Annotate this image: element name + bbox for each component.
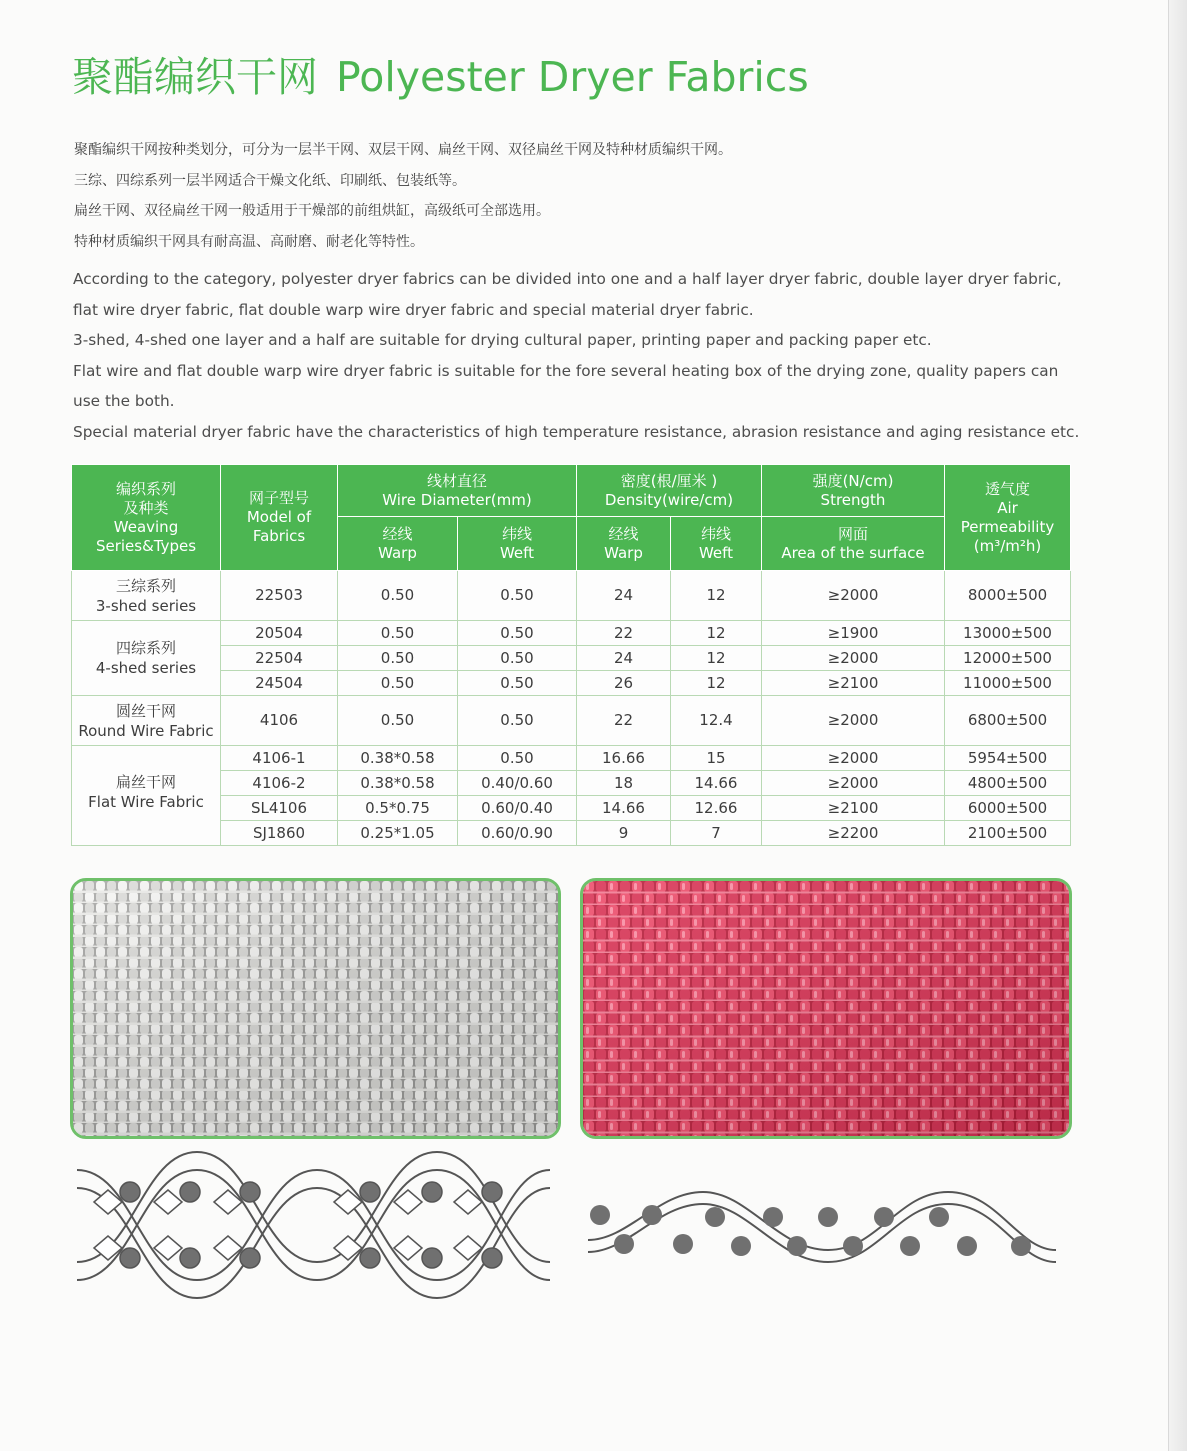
warp-density-cell: 18	[577, 771, 671, 796]
header-density-cn: 密度(根/厘米 )	[620, 471, 718, 490]
air-permeability-cell: 5954±500	[945, 746, 1071, 771]
strength-cell: ≥2200	[762, 821, 945, 846]
warp-diameter-cell: 0.50	[338, 621, 458, 646]
warp-diameter-cell: 0.38*0.58	[338, 771, 458, 796]
weft-density-cell: 14.66	[671, 771, 762, 796]
model-cell: SJ1860	[221, 821, 338, 846]
model-cell: 22503	[221, 571, 338, 621]
intro-english	[73, 264, 1083, 447]
warp-diameter-cell: 0.25*1.05	[338, 821, 458, 846]
strength-cell: ≥2100	[762, 671, 945, 696]
warp-diameter-cell: 0.50	[338, 571, 458, 621]
model-cell: 4106-1	[221, 746, 338, 771]
header-warp-cn: 经线	[608, 524, 639, 543]
strength-cell: ≥2000	[762, 771, 945, 796]
header-density	[577, 465, 762, 517]
strength-cell: ≥1900	[762, 621, 945, 646]
intro-en-line: According to the category, polyester dryer fabrics can be divided into one and a half layer dryer fabric, double layer dryer fabric, flat wire dryer fabric, flat double warp wire dryer fabric and special material dryer fabric.	[73, 270, 1062, 319]
air-permeability-cell: 2100±500	[945, 821, 1071, 846]
red-fabric-photo	[580, 878, 1072, 1139]
series-name-en: Flat Wire Fabric	[88, 793, 204, 811]
header-weft-en: Weft	[499, 543, 535, 562]
weft-density-cell: 12.66	[671, 796, 762, 821]
air-permeability-cell: 6800±500	[945, 696, 1071, 746]
warp-diameter-cell: 0.50	[338, 671, 458, 696]
series-cell	[72, 571, 221, 621]
series-name-en: 4-shed series	[95, 659, 197, 677]
header-wire-warp	[338, 517, 458, 571]
weft-diameter-cell: 0.60/0.90	[458, 821, 577, 846]
strength-cell: ≥2000	[762, 571, 945, 621]
header-density-warp	[577, 517, 671, 571]
warp-diameter-cell: 0.5*0.75	[338, 796, 458, 821]
white-fabric-photo	[70, 878, 561, 1139]
header-strength	[762, 465, 945, 517]
header-wire-diameter	[338, 465, 577, 517]
header-weft-cn: 纬线	[700, 524, 731, 543]
red-fabric-image	[583, 881, 1069, 1136]
header-strength-cn: 强度(N/cm)	[812, 471, 894, 490]
air-permeability-cell: 4800±500	[945, 771, 1071, 796]
series-name-cn: 圆丝干网	[115, 701, 176, 720]
intro-cn-line: 聚酯编织干网按种类划分，可分为一层半干网、双层干网、扁丝干网、双径扁丝干网及特种材质编织干网。	[74, 142, 732, 158]
weft-diameter-cell: 0.50	[458, 571, 577, 621]
air-permeability-cell: 12000±500	[945, 646, 1071, 671]
air-permeability-cell: 13000±500	[945, 621, 1071, 646]
warp-diameter-cell: 0.38*0.58	[338, 746, 458, 771]
warp-diameter-cell: 0.50	[338, 696, 458, 746]
weft-density-cell: 12	[671, 646, 762, 671]
warp-diameter-cell: 0.50	[338, 646, 458, 671]
intro-cn-line: 扁丝干网、双径扁丝干网一般适用于干燥部的前组烘缸，高级纸可全部选用。	[74, 203, 550, 219]
header-series-en: Weaving Series&Types	[95, 517, 197, 555]
weft-diameter-cell: 0.40/0.60	[458, 771, 577, 796]
header-wire-cn: 线材直径	[426, 471, 487, 490]
header-warp-cn: 经线	[382, 524, 413, 543]
header-surface-en: Area of the surface	[781, 543, 925, 562]
title-en: Polyester Dryer Fabrics	[336, 53, 809, 101]
warp-density-cell: 9	[577, 821, 671, 846]
header-surface-cn: 网面	[837, 524, 868, 543]
warp-density-cell: 22	[577, 621, 671, 646]
header-surface	[762, 517, 945, 571]
table-row	[72, 646, 1071, 671]
air-permeability-cell: 6000±500	[945, 796, 1071, 821]
single-layer-weave-diagram	[588, 1170, 1058, 1275]
weft-density-cell: 15	[671, 746, 762, 771]
series-name-cn: 三综系列	[115, 576, 176, 595]
table-row	[72, 571, 1071, 621]
model-cell: 4106	[221, 696, 338, 746]
weft-diameter-cell: 0.50	[458, 696, 577, 746]
white-fabric-image	[73, 881, 558, 1136]
warp-density-cell: 24	[577, 646, 671, 671]
title-cn: 聚酯编织干网	[72, 53, 318, 101]
header-warp-en: Warp	[378, 543, 417, 562]
header-air	[945, 465, 1071, 571]
series-name-en: 3-shed series	[95, 596, 197, 615]
series-name-cn: 扁丝干网	[115, 773, 176, 791]
header-model-en: Model of Fabrics	[246, 508, 312, 545]
weft-diameter-cell: 0.50	[458, 621, 577, 646]
header-series-cn: 编织系列 及种类	[115, 479, 176, 517]
header-density-en: Density(wire/cm)	[604, 490, 734, 509]
series-name-en: Round Wire Fabric	[78, 721, 214, 740]
strength-cell: ≥2100	[762, 796, 945, 821]
series-name-cn: 四综系列	[115, 639, 176, 657]
table-row	[72, 821, 1071, 846]
header-air-cn: 透气度	[984, 479, 1030, 498]
warp-density-cell: 26	[577, 671, 671, 696]
double-layer-weave-diagram	[72, 1150, 552, 1300]
table-row	[72, 621, 1071, 646]
header-warp-en: Warp	[604, 543, 643, 562]
table-row	[72, 746, 1071, 771]
weft-density-cell: 12.4	[671, 696, 762, 746]
weft-density-cell: 12	[671, 621, 762, 646]
table-row	[72, 671, 1071, 696]
model-cell: 4106-2	[221, 771, 338, 796]
series-cell	[72, 746, 221, 846]
weft-diameter-cell: 0.50	[458, 671, 577, 696]
weft-diameter-cell: 0.50	[458, 646, 577, 671]
weft-density-cell: 7	[671, 821, 762, 846]
header-model	[221, 465, 338, 571]
weft-density-cell: 12	[671, 571, 762, 621]
intro-en-line: Special material dryer fabric have the characteristics of high temperature resistance, abrasion resistance and aging resistance etc.	[73, 422, 1080, 441]
weft-density-cell: 12	[671, 671, 762, 696]
series-cell	[72, 696, 221, 746]
air-permeability-cell: 11000±500	[945, 671, 1071, 696]
header-model-cn: 网子型号	[248, 489, 309, 507]
strength-cell: ≥2000	[762, 746, 945, 771]
model-cell: 22504	[221, 646, 338, 671]
header-wire-weft	[458, 517, 577, 571]
weft-diameter-cell: 0.60/0.40	[458, 796, 577, 821]
warp-density-cell: 24	[577, 571, 671, 621]
page-edge	[1168, 0, 1187, 1451]
weft-diameter-cell: 0.50	[458, 746, 577, 771]
page-title	[72, 44, 809, 103]
intro-chinese	[74, 135, 1074, 257]
spec-table	[71, 464, 1071, 846]
intro-cn-line: 特种材质编织干网具有耐高温、高耐磨、耐老化等特性。	[74, 233, 424, 250]
header-weft-cn: 纬线	[501, 524, 532, 543]
intro-cn-line: 三综、四综系列一层半网适合干燥文化纸、印刷纸、包装纸等。	[74, 172, 466, 189]
intro-en-line: Flat wire and flat double warp wire dryer fabric is suitable for the fore several heating box of the drying zone, quality papers can use the both.	[73, 361, 1059, 410]
air-permeability-cell: 8000±500	[945, 571, 1071, 621]
header-density-weft	[671, 517, 762, 571]
intro-en-line: 3-shed, 4-shed one layer and a half are suitable for drying cultural paper, printing paper and packing paper etc.	[73, 331, 932, 349]
table-row	[72, 771, 1071, 796]
header-series	[72, 465, 221, 571]
strength-cell: ≥2000	[762, 646, 945, 671]
header-wire-en: Wire Diameter(mm)	[382, 490, 532, 509]
warp-density-cell: 16.66	[577, 746, 671, 771]
model-cell: SL4106	[221, 796, 338, 821]
strength-cell: ≥2000	[762, 696, 945, 746]
model-cell: 20504	[221, 621, 338, 646]
model-cell: 24504	[221, 671, 338, 696]
header-strength-en: Strength	[820, 490, 886, 509]
warp-density-cell: 14.66	[577, 796, 671, 821]
warp-density-cell: 22	[577, 696, 671, 746]
series-cell	[72, 621, 221, 696]
header-air-en: Air Permeability (m³/m²h)	[960, 498, 1055, 555]
table-row	[72, 796, 1071, 821]
table-row	[72, 696, 1071, 746]
header-weft-en: Weft	[698, 543, 734, 562]
